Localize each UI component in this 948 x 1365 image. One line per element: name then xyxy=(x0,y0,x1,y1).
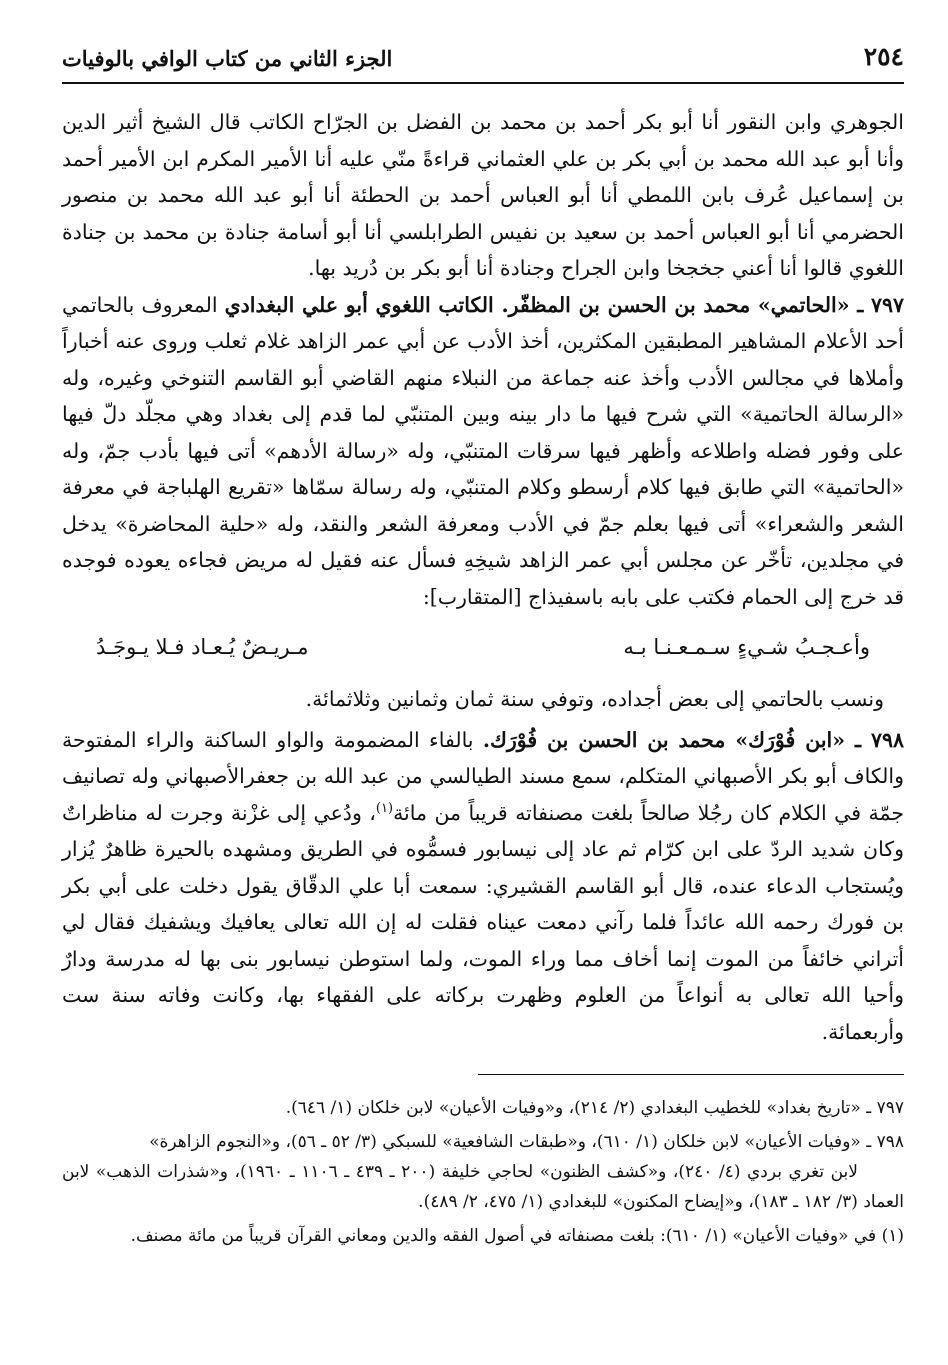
entry-798-body-part-2: ، ودُعي إلى غزْنة وجرت له مناظراتٌ وكان شديد الردّ على ابن كرّام ثم عاد إلى نيسابور فسمُّوه في الطريق ومشهده بالحيرة ظاهرٌ يُزار ويُستجاب الدعاء عنده، قال أبو القاسم القشيري: سمعت أبا علي الدقّاق يقول دخلت على أبي بكر بن فورك رحمه الله عائداً فلما رآني دمعت عيناه فقلت له إن الله تعالى يعافيك ويشفيك فقال لي أتراني خائفاً من الموت إنما أخاف مما وراء الموت، ولما استوطن نيسابور بنى بها له مدرسة ودارٌ وأحيا الله تعالى به أنواعاً من العلوم وظهرت بركاته على الفقهاء بها، وكانت وفاته سنة ست وأربعمائة. xyxy=(62,800,904,1044)
footnote-798-line-1: ٧٩٨ ـ «وفيات الأعيان» لابن خلكان (١/ ٦١٠)، و«طبقات الشافعية» للسبكي (٣/ ٥٢ ـ ٥٦)، و«النجوم الزاهرة» xyxy=(149,1132,904,1152)
running-title: الجزء الثاني من كتاب الوافي بالوفيات xyxy=(62,46,393,71)
footnote-1: (١) في «وفيات الأعيان» (١/ ٦١٠): بلغت مصنفاته في أصول الفقه والدين ومعاني القرآن قريباً من مائة مصنف. xyxy=(130,1226,904,1246)
verse-second-hemistich: مـريـضٌ يُـعـاد فـلا يـوجَـدُ xyxy=(96,635,309,659)
footnote-divider xyxy=(478,1074,904,1075)
entry-797 xyxy=(62,287,904,616)
main-text xyxy=(62,104,904,1050)
book-page xyxy=(62,38,904,1255)
poetry-verse xyxy=(96,629,870,665)
paragraph-continuation: الجوهري وابن النقور أنا أبو بكر أحمد بن محمد بن الفضل بن الجرّاح الكاتب قال الشيخ أثير الدين وأنا أبو عبد الله محمد بن أبي بكر بن علي العثماني قراءةً منّي عليه أنا الأمير المكرم ابن الأمير أحمد بن إسماعيل عُرف بابن اللمطي أنا أبو العباس أحمد بن الحطئة أنا أبو عبد الله محمد بن منصور الحضرمي أنا أبو العباس أحمد بن سعيد بن نفيس الطرابلسي أنا أبو أسامة جنادة بن محمد بن جنادة اللغوي قالوا أنا أعني جخجخا وابن الجراح وجنادة أنا أبو بكر بن دُريد بها. xyxy=(62,110,904,280)
paragraph-after-verse: ونسب بالحاتمي إلى بعض أجداده، وتوفي سنة ثمان وثمانين وثلاثمائة. xyxy=(305,687,884,711)
footnote-797: ٧٩٧ ـ «تاريخ بغداد» للخطيب البغدادي (٢/ ٢١٤)، و«وفيات الأعيان» لابن خلكان (١/ ٦٤٦). xyxy=(285,1098,904,1118)
verse-first-hemistich: وأعـجـبُ شـيءٍ سـمـعـنـا بـه xyxy=(623,635,870,659)
page-number: ٢٥٤ xyxy=(863,42,904,71)
entry-798-heading: ٧٩٨ ـ «ابن فُوْرَك» محمد بن الحسن بن فُوْرَك. xyxy=(482,727,904,752)
entry-797-heading: ٧٩٧ ـ «الحاتمي» محمد بن الحسن بن المظفّر. الكاتب اللغوي أبو علي البغدادي xyxy=(224,292,905,317)
footnote-798-continuation: لابن تغري بردي (٤/ ٢٤٠)، و«كشف الظنون» لحاجي خليفة (٢٠٠ ـ ٤٣٩ ـ ١١٠٦ ـ ١٩٦٠)، و«شذرات الذهب» لابن العماد (٣/ ١٨٢ ـ ١٨٣)، و«إيضاح المكنون» للبغدادي (١/ ٤٧٥، ٢/ ٤٨٩). xyxy=(62,1162,904,1212)
entry-797-body: المعروف بالحاتمي أحد الأعلام المشاهير المطبقين المكثرين، أخذ الأدب عن أبي عمر الزاهد غلام ثعلب وروى عنه أخباراً وأملاها في مجالس الأدب وأخذ عنه جماعة من النبلاء منهم القاضي أبو القاسم التنوخي وغيره، وله «الرسالة الحاتمية» التي شرح فيها ما دار بينه وبين المتنبّي لما قدم إلى بغداد وهي مجلّد دلّ فيها على وفور فضله واطلاعه وأظهر فيها سرقات المتنبّي، وله «رسالة الأدهم» أتى فيها بأدب جمّ، وله «الحاتمية» التي طابق فيها كلام أرسطو وكلام المتنبّي، وله رسالة سمّاها «تقريع الهلباجة في معرفة الشعر والشعراء» أتى فيها بعلم جمّ في الأدب ومعرفة الشعر والنقد، وله «حلية المحاضرة» يدخل في مجلدين، تأخّر عن مجلس أبي عمر الزاهد شيخِهِ فسأل عنه فقيل له مريض فجاءه يعوده فوجده قد خرج إلى الحمام فكتب على بابه باسفيذاج [المتقارب]: xyxy=(62,292,904,609)
entry-798-body-part-1: بالفاء المضمومة والواو الساكنة والراء المفتوحة والكاف أبو بكر الأصبهاني المتكلم، سمع مسند الطيالسي من عبد الله بن جعفرالأصبهاني وله تصانيف جمّة في الكلام كان رجُلا صالحاً بلغت مصنفاته قريباً من مائة xyxy=(62,727,904,825)
page-header xyxy=(62,38,904,84)
footnote-marker[interactable]: (١) xyxy=(375,800,394,816)
entry-798 xyxy=(62,722,904,1051)
footnotes xyxy=(62,1093,904,1251)
footnote-798 xyxy=(62,1127,904,1217)
